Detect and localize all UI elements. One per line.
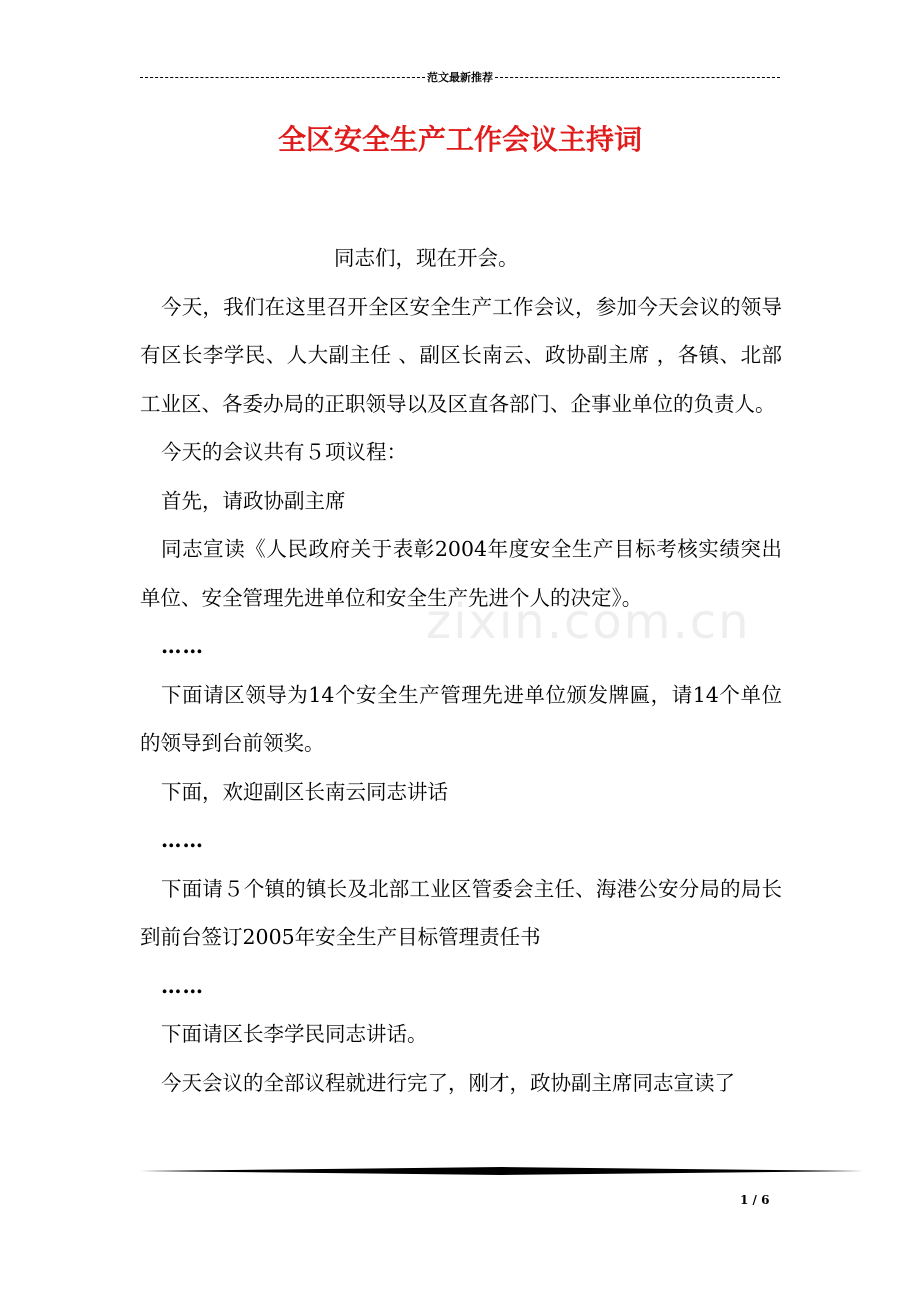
paragraph: 下面请５个镇的镇长及北部工业区管委会主任、海港公安分局的局长到前台签订2005年安全生产目标管理责任书 [140, 876, 782, 949]
header-dash-right [495, 77, 780, 78]
footer-rule [140, 1164, 864, 1178]
page-header [140, 68, 780, 86]
ellipsis: …… [161, 973, 204, 998]
paragraph: 同志宣读《人民政府关于表彰2004年度安全生产目标考核实绩突出单位、安全管理先进单位和安全生产先进个人的决定》。 [140, 537, 782, 610]
paragraph: 下面，欢迎副区长南云同志讲话 [161, 779, 448, 804]
page-number: 1 / 6 [740, 1193, 770, 1207]
opening-line: 同志们，现在开会。 [334, 246, 519, 270]
paragraph: 下面请区领导为14个安全生产管理先进单位颁发牌匾，请14个单位的领导到台前领奖。 [140, 682, 782, 755]
header-dash-left [140, 77, 425, 78]
paragraph: 下面请区长李学民同志讲话。 [161, 1022, 428, 1046]
header-label: 范文最新推荐 [427, 71, 493, 84]
document-body [140, 234, 782, 1107]
paragraph: 首先，请政协副主席 [161, 488, 346, 513]
paragraph: 今天会议的全部议程就进行完了，刚才，政协副主席同志宣读了 [161, 1070, 735, 1095]
ellipsis: …… [161, 828, 204, 852]
document-title: 全区安全生产工作会议主持词 [277, 123, 642, 156]
ellipsis: …… [161, 634, 204, 658]
watermark: zixin.com.cn [426, 594, 751, 650]
paragraph: 今天的会议共有５项议程： [161, 440, 407, 464]
paragraph: 今天，我们在这里召开全区安全生产工作会议，参加今天会议的领导有区长李学民、人大副主任 、副区长南云、政协副主席 ，各镇、北部工业区、各委办局的正职领导以及区直各部门、企事业单位的负责人。 [140, 294, 782, 416]
